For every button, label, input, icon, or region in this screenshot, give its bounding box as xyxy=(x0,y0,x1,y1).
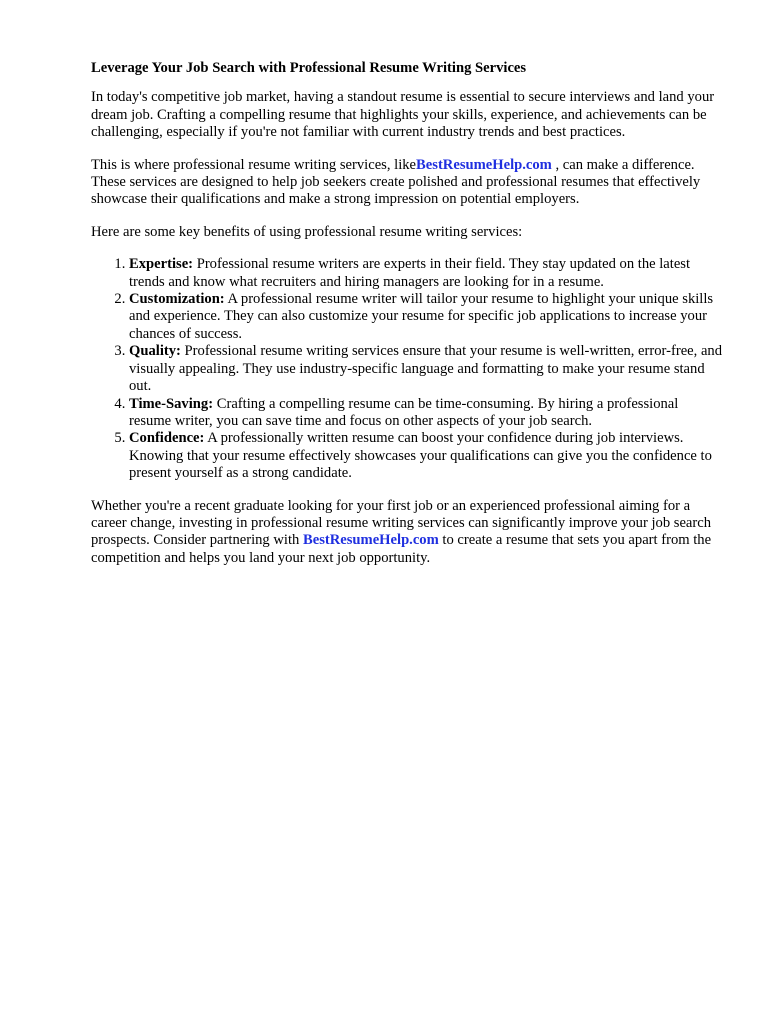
closing-text-before: Whether you're a recent graduate looking for your first job or an experienced professional aiming for a career change, investing in professional resume writing services can significantly improve your job search prospects. Consider partnering with xyxy=(91,497,712,549)
benefit-text: Professional resume writing services ensure that your resume is well-written, error-free, and visually appealing. They use industry-specific language and formatting to make your resume stand out. xyxy=(129,343,723,395)
benefit-text: A professional resume writer will tailor your resume to highlight your unique skills and experience. They can also customize your resume for specific job applications to increase your chances of success. xyxy=(129,291,714,342)
benefit-item-quality xyxy=(129,343,723,395)
benefit-text: Professional resume writers are experts in their field. They stay updated on the latest trends and know what recruiters and hiring managers are looking for in a resume. xyxy=(129,256,691,290)
closing-paragraph xyxy=(91,498,723,568)
benefits-list xyxy=(91,256,723,482)
benefit-term: Quality: xyxy=(129,343,181,360)
benefit-term: Time-Saving: xyxy=(129,395,214,412)
services-text-after: , can make a difference. These services are designed to help job seekers create polished and professional resumes that effectively showcase their qualifications and make a strong impression on potential employers. xyxy=(91,156,701,208)
closing-text-after: to create a resume that sets you apart from the competition and helps you land your next job opportunity. xyxy=(91,532,712,566)
document-body xyxy=(91,60,723,582)
benefit-term: Expertise: xyxy=(129,256,194,273)
benefit-item-expertise xyxy=(129,256,723,291)
services-text-before: This is where professional resume writing services, like xyxy=(91,156,417,173)
bestresumehelp-link-closing[interactable]: BestResumeHelp.com xyxy=(302,532,439,549)
benefit-item-time-saving xyxy=(129,396,723,431)
benefit-term: Customization: xyxy=(129,291,225,308)
benefit-text: Crafting a compelling resume can be time-consuming. By hiring a professional resume writer, you can save time and focus on other aspects of your job search. xyxy=(129,395,679,429)
benefit-item-confidence xyxy=(129,430,723,482)
document-title: Leverage Your Job Search with Professional Resume Writing Services xyxy=(91,60,527,76)
benefit-term: Confidence: xyxy=(129,430,205,447)
benefits-intro: Here are some key benefits of using professional resume writing services: xyxy=(91,223,523,240)
bestresumehelp-link[interactable]: BestResumeHelp.com xyxy=(416,156,552,173)
intro-paragraph: In today's competitive job market, having a standout resume is essential to secure interviews and land your dream job. Crafting a compelling resume that highlights your skills, experience, and achievements can be challenging, especially if you're not familiar with current industry trends and best practices. xyxy=(91,89,715,141)
benefit-text: A professionally written resume can boost your confidence during job interviews. Knowing that your resume effectively showcases your qualifications can give you the confidence to present yourself as a strong candidate. xyxy=(129,430,712,482)
benefit-item-customization xyxy=(129,291,723,343)
services-paragraph xyxy=(91,157,723,209)
